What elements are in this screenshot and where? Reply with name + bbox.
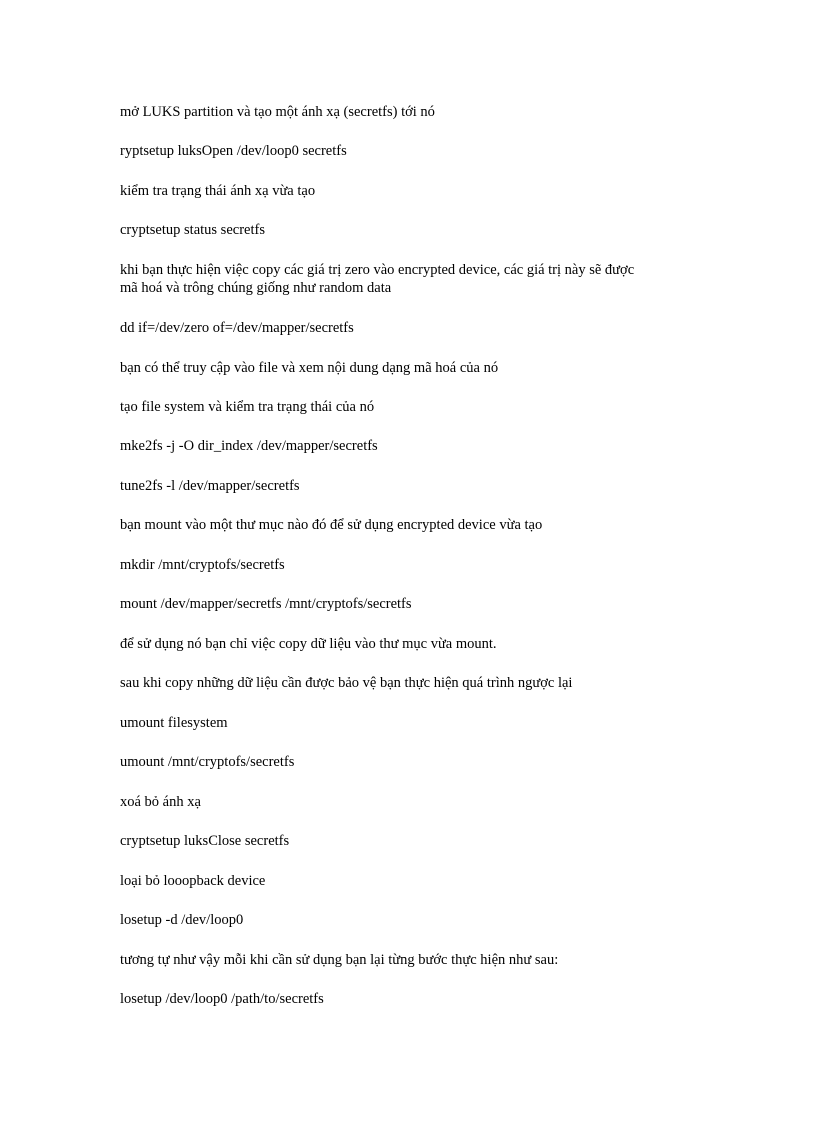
paragraph-repeat-steps: tương tự như vậy mỗi khi cần sử dụng bạn lại từng bước thực hiện như sau:	[120, 952, 559, 968]
paragraph-copy-zero: khi bạn thực hiện việc copy các giá trị zero vào encrypted device, các giá trị này sẽ được mã hoá và trông chúng giống như random data	[120, 262, 635, 296]
paragraph-reverse-process: sau khi copy những dữ liệu cần được bảo vệ bạn thực hiện quá trình ngược lại	[120, 675, 573, 691]
paragraph-losetup-command: losetup /dev/loop0 /path/to/secretfs	[120, 991, 324, 1007]
paragraph-losetup-d-command: losetup -d /dev/loop0	[120, 912, 244, 928]
paragraph-check-status: kiểm tra trạng thái ánh xạ vừa tạo	[120, 183, 316, 199]
paragraph-open-luks: mở LUKS partition và tạo một ánh xạ (secretfs) tới nó	[120, 104, 435, 120]
paragraph-mke2fs-command: mke2fs -j -O dir_index /dev/mapper/secretfs	[120, 438, 378, 454]
paragraph-remove-loopback: loại bỏ looopback device	[120, 873, 266, 889]
paragraph-status-command: cryptsetup status secretfs	[120, 222, 265, 238]
paragraph-dd-command: dd if=/dev/zero of=/dev/mapper/secretfs	[120, 320, 354, 336]
paragraph-umount-command: umount /mnt/cryptofs/secretfs	[120, 754, 295, 770]
paragraph-umount-filesystem: umount filesystem	[120, 715, 228, 731]
paragraph-luksclose-command: cryptsetup luksClose secretfs	[120, 833, 290, 849]
paragraph-create-filesystem: tạo file system và kiểm tra trạng thái của nó	[120, 399, 375, 415]
paragraph-mount-intro: bạn mount vào một thư mục nào đó để sử dụng encrypted device vừa tạo	[120, 517, 543, 533]
paragraph-mkdir-command: mkdir /mnt/cryptofs/secretfs	[120, 557, 285, 573]
paragraph-remove-mapping: xoá bỏ ánh xạ	[120, 794, 201, 810]
paragraph-view-encrypted: bạn có thể truy cập vào file và xem nội dung dạng mã hoá của nó	[120, 360, 499, 376]
paragraph-mount-command: mount /dev/mapper/secretfs /mnt/cryptofs/secretfs	[120, 596, 412, 612]
paragraph-luksopen-command: ryptsetup luksOpen /dev/loop0 secretfs	[120, 143, 347, 159]
paragraph-tune2fs-command: tune2fs -l /dev/mapper/secretfs	[120, 478, 300, 494]
paragraph-use-copy: để sử dụng nó bạn chỉ việc copy dữ liệu vào thư mục vừa mount.	[120, 636, 497, 652]
